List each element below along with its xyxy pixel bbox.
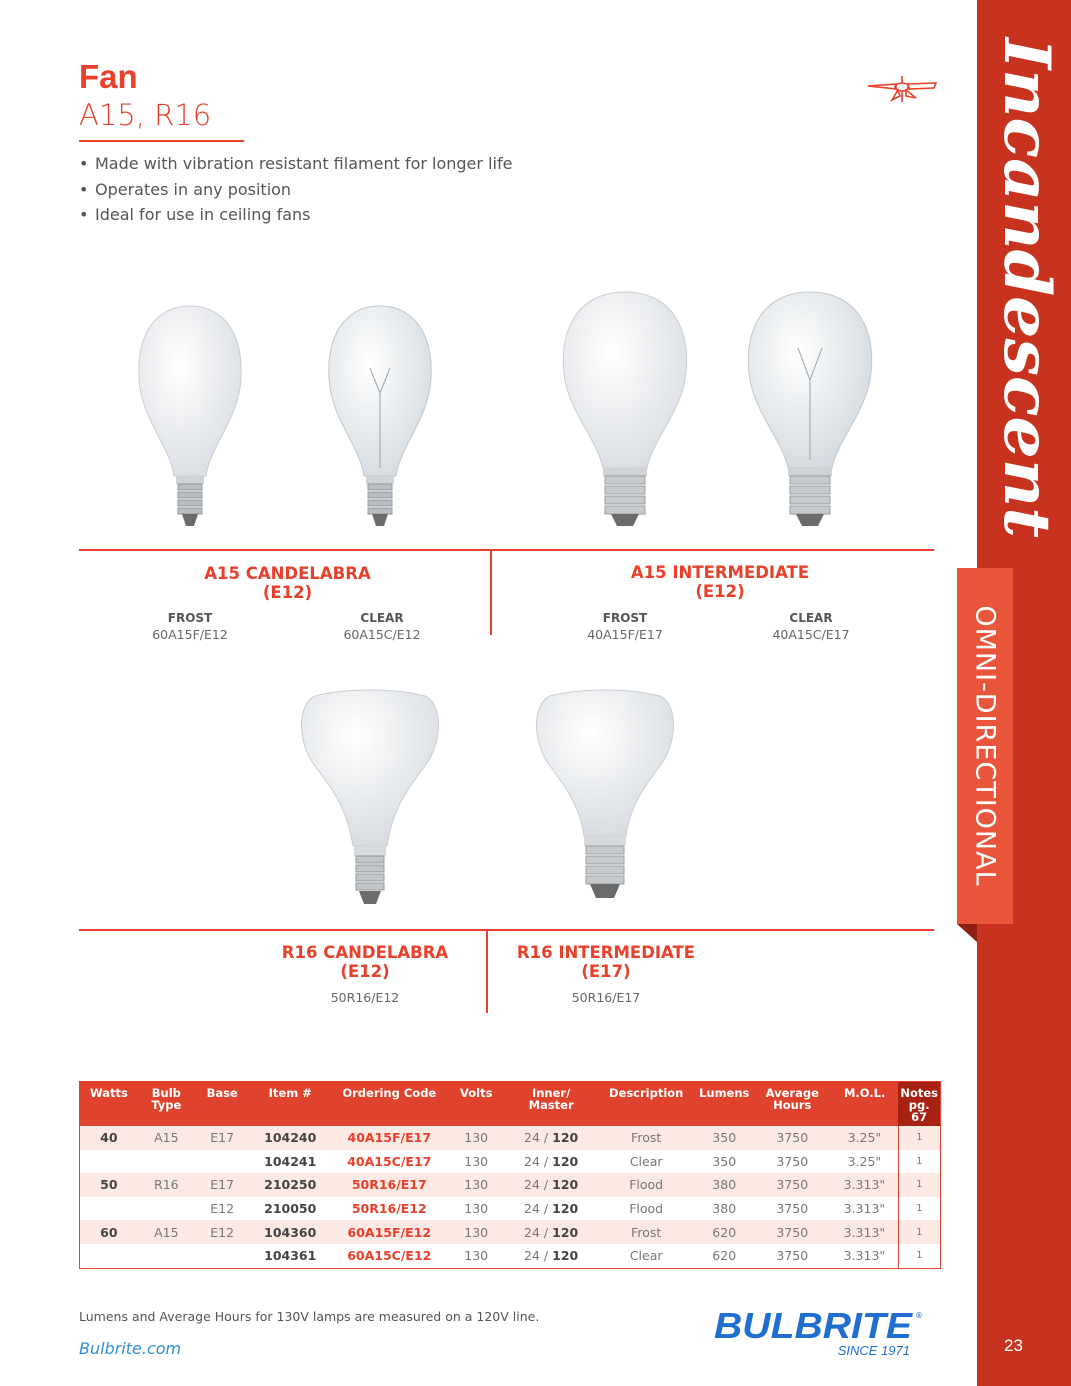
- col-volts: Volts: [448, 1082, 505, 1127]
- r16-intermediate-title-line2: (E17): [581, 962, 631, 981]
- cell-hours: 3750: [754, 1220, 831, 1244]
- r16-intermediate-bulb-image: [530, 686, 680, 916]
- cell-inner-master: 24 / 120: [524, 1201, 579, 1217]
- col-mol: M.O.L.: [831, 1082, 898, 1127]
- cell-base: E12: [195, 1220, 249, 1244]
- a15-frost-candelabra-bulb-image: [130, 298, 250, 538]
- a15-intermediate-frost-code: 40A15F/E17: [587, 627, 663, 642]
- a15-intermediate-title-line1: A15 INTERMEDIATE: [630, 563, 810, 582]
- title-underline: [79, 140, 244, 142]
- cell-mol: 3.25": [847, 1153, 882, 1169]
- a15-intermediate-title: [582, 563, 858, 601]
- r16-candelabra-title: [250, 943, 480, 981]
- r16-intermediate-title: [496, 943, 716, 981]
- cell-bulb-type: R16: [138, 1173, 195, 1197]
- a15-candelabra-clear-code: 60A15C/E12: [343, 627, 421, 642]
- cell-notes: 1: [898, 1244, 940, 1268]
- col-average-hours: Average Hours: [754, 1082, 831, 1127]
- cell-base: [195, 1244, 249, 1268]
- category-tab-label: OMNI-DIRECTIONAL: [969, 605, 1001, 887]
- feature-text: Operates in any position: [95, 179, 292, 199]
- col-bulb-type: Bulb Type: [138, 1082, 195, 1127]
- cell-inner-master: 24 / 120: [505, 1126, 598, 1150]
- table-header-row: [80, 1082, 941, 1127]
- a15-intermediate-clear-label: CLEAR: [789, 611, 833, 625]
- feature-item: • Ideal for use in ceiling fans: [79, 205, 311, 225]
- cell-item: 210050: [264, 1201, 317, 1217]
- cell-watts: 40: [80, 1126, 138, 1150]
- feature-item: • Operates in any position: [79, 179, 292, 199]
- cell-bulb-type: A15: [138, 1220, 195, 1244]
- cell-mol: 3.313": [843, 1201, 886, 1217]
- cell-hours: 3750: [776, 1201, 809, 1217]
- cell-watts: 50: [80, 1173, 138, 1197]
- cell-watts: [80, 1244, 138, 1268]
- r16-intermediate-title-line1: R16 INTERMEDIATE: [516, 943, 696, 962]
- cell-notes: 1: [898, 1220, 940, 1244]
- logo-wordmark: BULBRITE: [714, 1305, 914, 1346]
- cell-mol: 3.313": [831, 1220, 898, 1244]
- cell-notes: 1: [898, 1173, 940, 1197]
- cell-description: Flood: [629, 1201, 664, 1217]
- cell-bulb-type: [138, 1197, 195, 1221]
- category-tab-fold: [957, 924, 977, 942]
- a15-intermediate-frost-label: FROST: [602, 611, 648, 625]
- cell-ordering-code: 50R16/E12: [351, 1201, 427, 1217]
- feature-list: [79, 151, 512, 228]
- logo-registered-mark: ®: [915, 1311, 923, 1320]
- cell-notes: 1: [898, 1197, 940, 1221]
- cell-volts: 130: [464, 1153, 489, 1169]
- cell-lumens: 380: [695, 1173, 754, 1197]
- cell-hours: 3750: [754, 1126, 831, 1150]
- a15-clear-intermediate-bulb-image: [740, 288, 880, 533]
- cell-ordering-code: 60A15C/E12: [347, 1248, 432, 1264]
- cell-hours: 3750: [776, 1153, 809, 1169]
- cell-lumens: 350: [695, 1126, 754, 1150]
- cell-inner-master: 24 / 120: [524, 1248, 579, 1264]
- section-divider-vertical-r16: [486, 931, 488, 1013]
- cell-description: Frost: [597, 1126, 694, 1150]
- cell-volts: 130: [448, 1126, 505, 1150]
- a15-candelabra-title-line1: A15 CANDELABRA: [204, 564, 371, 583]
- cell-base: E17: [195, 1173, 249, 1197]
- cell-inner-master: 24 / 120: [524, 1153, 579, 1169]
- cell-description: Flood: [597, 1173, 694, 1197]
- ceiling-fan-icon: [866, 74, 938, 106]
- cell-mol: 3.25": [831, 1126, 898, 1150]
- table-row: [80, 1244, 941, 1268]
- cell-item: 104240: [249, 1126, 331, 1150]
- cell-ordering-code: 40A15F/E17: [331, 1126, 447, 1150]
- feature-text: Made with vibration resistant filament for longer life: [95, 154, 513, 173]
- r16-candelabra-title-line2: (E12): [340, 962, 390, 981]
- cell-bulb-type: [138, 1244, 195, 1268]
- table-row: [80, 1150, 941, 1174]
- cell-base: E12: [210, 1201, 235, 1217]
- a15-candelabra-title: [150, 564, 425, 602]
- cell-base: [195, 1150, 249, 1174]
- cell-notes: 1: [898, 1150, 940, 1174]
- col-item: Item #: [249, 1082, 331, 1127]
- cell-description: Clear: [629, 1248, 663, 1264]
- cell-watts: [80, 1150, 138, 1174]
- r16-candelabra-title-line1: R16 CANDELABRA: [281, 943, 449, 962]
- cell-item: 104241: [264, 1153, 317, 1169]
- cell-volts: 130: [464, 1201, 489, 1217]
- cell-lumens: 380: [712, 1201, 737, 1217]
- cell-watts: 60: [80, 1220, 138, 1244]
- a15-intermediate-title-line2: (E12): [695, 582, 745, 601]
- col-notes: Notes pg. 67: [898, 1082, 940, 1127]
- a15-candelabra-frost-label: FROST: [167, 611, 213, 625]
- cell-lumens: 350: [712, 1153, 737, 1169]
- website-link[interactable]: Bulbrite.com: [79, 1339, 182, 1358]
- cell-mol: 3.313": [831, 1173, 898, 1197]
- section-divider-top: [79, 549, 934, 551]
- cell-hours: 3750: [776, 1248, 809, 1264]
- feature-item: • Made with vibration resistant filament for longer life: [79, 154, 513, 173]
- col-lumens: Lumens: [695, 1082, 754, 1127]
- col-description: Description: [597, 1082, 694, 1127]
- col-base: Base: [195, 1082, 249, 1127]
- cell-mol: 3.313": [843, 1248, 886, 1264]
- cell-watts: [80, 1197, 138, 1221]
- table-row: [80, 1220, 941, 1244]
- a15-candelabra-frost-code: 60A15F/E12: [152, 627, 228, 642]
- table-row: [80, 1197, 941, 1221]
- a15-clear-candelabra-bulb-image: [320, 298, 440, 538]
- a15-intermediate-clear-code: 40A15C/E17: [772, 627, 850, 642]
- section-divider-vertical: [490, 551, 492, 635]
- cell-ordering-code: 40A15C/E17: [347, 1153, 432, 1169]
- incandescent-script-title: [975, 20, 1071, 540]
- cell-ordering-code: 60A15F/E12: [331, 1220, 447, 1244]
- cell-volts: 130: [448, 1220, 505, 1244]
- r16-intermediate-code: 50R16/E17: [571, 990, 641, 1005]
- feature-text: Ideal for use in ceiling fans: [95, 205, 311, 225]
- col-ordering-code: Ordering Code: [331, 1082, 447, 1127]
- cell-lumens: 620: [712, 1248, 737, 1264]
- footnote: Lumens and Average Hours for 130V lamps are measured on a 120V line.: [79, 1309, 540, 1324]
- section-divider-bottom: [79, 929, 934, 931]
- cell-inner-master: 24 / 120: [505, 1220, 598, 1244]
- cell-base: E17: [195, 1126, 249, 1150]
- cell-inner-master: 24 / 120: [505, 1173, 598, 1197]
- table-row: [80, 1173, 941, 1197]
- cell-lumens: 620: [695, 1220, 754, 1244]
- cell-notes: 1: [898, 1126, 940, 1150]
- r16-candelabra-bulb-image: [295, 686, 445, 916]
- cell-ordering-code: 50R16/E17: [331, 1173, 447, 1197]
- page-number: 23: [1004, 1336, 1023, 1355]
- logo-tagline: SINCE 1971: [837, 1343, 910, 1358]
- page-subtitle: A15, R16: [79, 98, 212, 132]
- a15-candelabra-clear-label: CLEAR: [360, 611, 404, 625]
- col-inner-master: Inner/ Master: [505, 1082, 598, 1127]
- cell-volts: 130: [464, 1248, 489, 1264]
- col-watts: Watts: [80, 1082, 138, 1127]
- incandescent-script-text: Incandescent: [989, 38, 1064, 519]
- r16-candelabra-code: 50R16/E12: [330, 990, 400, 1005]
- cell-description: Frost: [597, 1220, 694, 1244]
- cell-hours: 3750: [754, 1173, 831, 1197]
- cell-description: Clear: [629, 1153, 663, 1169]
- cell-item: 104360: [249, 1220, 331, 1244]
- bulbrite-logo: [712, 1304, 927, 1360]
- cell-bulb-type: [138, 1150, 195, 1174]
- spec-table: [79, 1081, 941, 1269]
- a15-frost-intermediate-bulb-image: [555, 288, 695, 533]
- page-title: Fan: [79, 58, 138, 95]
- cell-volts: 130: [448, 1173, 505, 1197]
- cell-bulb-type: A15: [138, 1126, 195, 1150]
- cell-item: 104361: [264, 1248, 317, 1264]
- cell-item: 210250: [249, 1173, 331, 1197]
- table-row: [80, 1126, 941, 1150]
- a15-candelabra-title-line2: (E12): [262, 583, 313, 602]
